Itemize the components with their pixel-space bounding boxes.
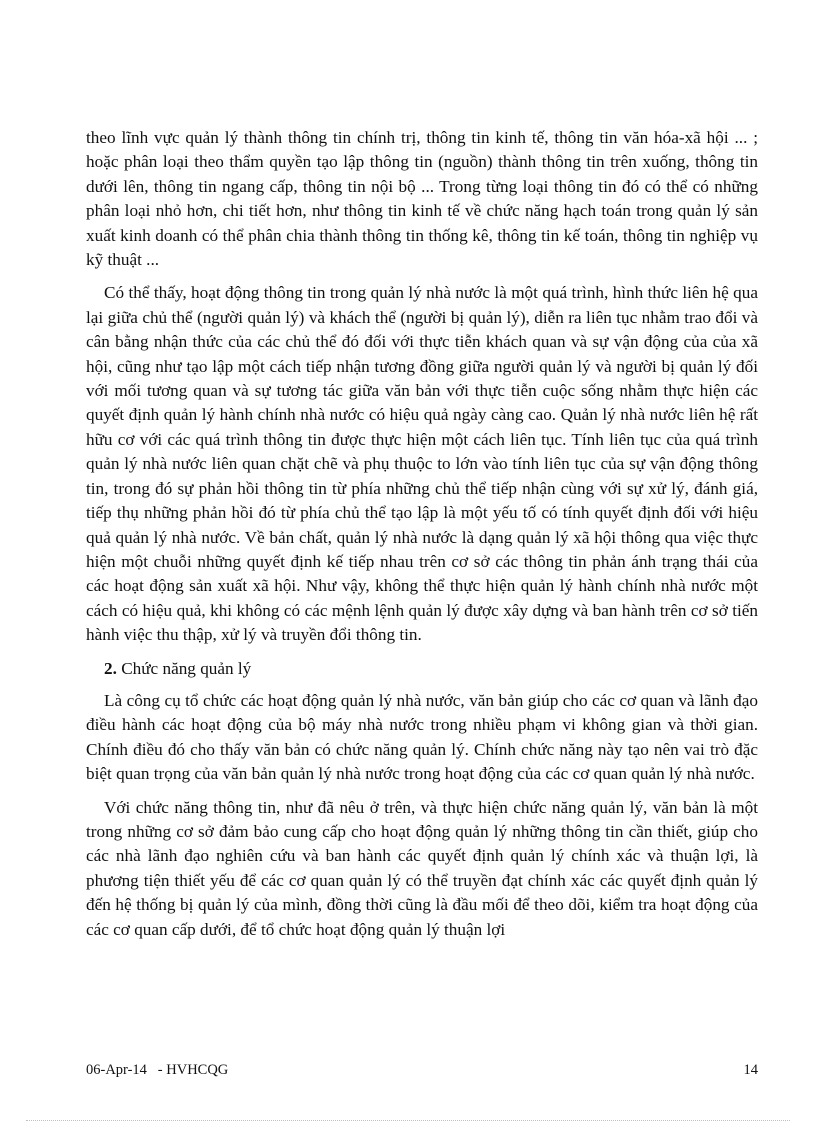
paragraph-continued: theo lĩnh vực quản lý thành thông tin chính trị, thông tin kinh tế, thông tin văn hóa-xã hội ... ; hoặc phân loại theo thẩm quyền tạo lập thông tin (nguồn) thành thông tin trên xuống, thông tin dưới lên, thông tin ngang cấp, thông tin nội bộ ... Trong từng loại thông tin đó có thể có những phân loại nhỏ hơn, chi tiết hơn, như thông tin kinh tế về chức năng hạch toán trong quản lý sản xuất kinh doanh có thể phân chia thành thông tin thống kê, thông tin kế toán, thông tin nghiệp vụ kỹ thuật ... xyxy=(86,128,758,270)
paragraph-information-function: Với chức năng thông tin, như đã nêu ở trên, và thực hiện chức năng quản lý, văn bản là một trong những cơ sở đảm bảo cung cấp cho hoạt động quản lý những thông tin cần thiết, giúp cho các nhà lãnh đạo nghiên cứu và ban hành các quyết định quản lý chính xác và thuận lợi, là phương tiện thiết yếu để các cơ quan quản lý có thể truyền đạt chính xác các quyết định quản lý đến hệ thống bị quản lý của mình, đồng thời cũng là đầu mối để theo dõi, kiểm tra hoạt động của các cơ quan cấp dưới, để tổ chức hoạt động quản lý thuận lợi xyxy=(86,797,758,939)
footer-date-source: 06-Apr-14 - HVHCQG xyxy=(86,1062,229,1078)
bottom-dotted-divider xyxy=(26,1120,790,1121)
section-title: Chức năng quản lý xyxy=(121,658,252,678)
page-body xyxy=(86,126,758,951)
page-footer xyxy=(86,1060,758,1080)
paragraph-management-tool: Là công cụ tổ chức các hoạt động quản lý nhà nước, văn bản giúp cho các cơ quan và lãnh đạo điều hành các hoạt động của bộ máy nhà nước trong nhiều phạm vi không gian và thời gian. Chính điều đó cho thấy văn bản có chức năng quản lý. Chính chức năng này tạo nên vai trò đặc biệt quan trọng của văn bản quản lý nhà nước trong hoạt động của các cơ quan quản lý nhà nước. xyxy=(86,690,758,784)
page-number: 14 xyxy=(743,1062,758,1078)
section-heading xyxy=(86,657,758,681)
section-number: 2. xyxy=(104,658,117,678)
paragraph-information-activity: Có thể thấy, hoạt động thông tin trong quản lý nhà nước là một quá trình, hình thức liên hệ qua lại giữa chủ thể (người quản lý) và khách thể (người bị quản lý), diễn ra liên tục nhằm trao đổi và cân bằng nhận thức của các chủ thể đó đối với thực tiễn khách quan và sự vận động của của xã hội, cũng như tạo lập một cách tiếp nhận tương đồng giữa người quản lý và người bị quản lý đối với mối tương quan và sự tương tác giữa văn bản với thực tiễn cuộc sống nhằm thực hiện các quyết định quản lý hành chính nhà nước có hiệu quả ngày càng cao. Quản lý nhà nước liên hệ rất hữu cơ với các quá trình thông tin được thực hiện một cách liên tục. Tính liên tục của quá trình quản lý nhà nước liên quan chặt chẽ và phụ thuộc to lớn vào tính liên tục của sự vận động thông tin, trong đó sự phản hồi thông tin từ phía những chủ thể tiếp nhận cùng với sự xử lý, đánh giá, tiếp thụ những phản hồi đó từ phía chủ thể tạo lập là một yếu tố có tính quyết định đối với hiệu quả quản lý nhà nước. Về bản chất, quản lý nhà nước là dạng quản lý xã hội thông qua việc thực hiện một chuỗi những quyết định kế tiếp nhau trên cơ sở các thông tin phản ánh trạng thái của các hoạt động sản xuất xã hội. Như vậy, không thể thực hiện quản lý hành chính nhà nước một cách có hiệu quả, khi không có các mệnh lệnh quản lý được xây dựng và ban hành trên cơ sở tiến hành việc thu thập, xử lý và truyền đổi thông tin. xyxy=(86,283,758,645)
